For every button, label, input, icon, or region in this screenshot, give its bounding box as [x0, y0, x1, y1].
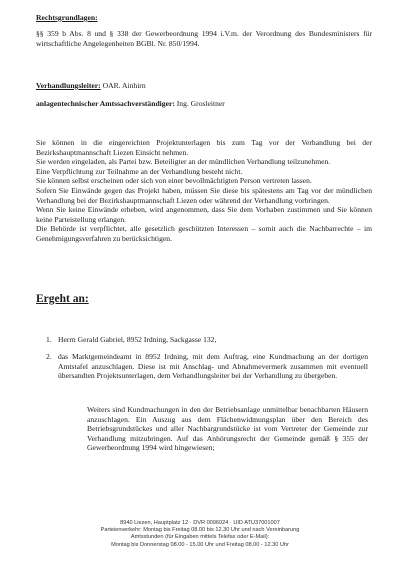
- technical-expert-label: anlagentechnischer Amtssachverständiger:: [36, 99, 175, 108]
- technical-expert-value: Ing. Grosleitner: [174, 99, 225, 108]
- notice-paragraph: Eine Verpflichtung zur Teilnahme an der Verhandlung besteht nicht.: [36, 166, 243, 176]
- notice-paragraph: Wenn Sie keine Einwände erheben, wird angenommen, dass Sie dem Vorhaben zustimmen und Sie können keine Parteistellung erlangen.: [36, 205, 372, 224]
- distribution-item: [46, 352, 368, 381]
- footer-office-hours: Parteienverkehr: Montag bis Freitag 08.00 bis 12.30 Uhr und nach Vereinbarung: [100, 527, 300, 534]
- item-text: das Marktgemeindeamt in 8952 Irdning, mit dem Auftrag, eine Kundmachung an der dortigen Amtstafel anzuschlagen. Diese ist mit Anschlag- und Abnahmevermerk zusammen mit eventuell übersandten Projektsunterlagen, dem Verhandlungsleiter bei der Verhandlung zu übergeben.: [58, 352, 368, 381]
- footer-address: 8940 Liezen, Hauptplatz 12 · DVR 0096024 · UID ATU37001007: [120, 520, 280, 526]
- notice-paragraph: Sie können in die eingereichten Projektunterlagen bis zum Tag vor der Verhandlung bei der Bezirkshauptmannschaft Liezen Einsicht nehmen.: [36, 138, 372, 157]
- item-number: 2.: [46, 352, 52, 361]
- hearing-lead: [36, 81, 372, 91]
- notice-paragraph: Die Behörde ist verpflichtet, alle gesetzlich geschützten Interessen – somit auch die Nachbarrechte – im Genehmigungsverfahren zu berücksichtigen.: [36, 224, 372, 243]
- hearing-lead-value: OAR. Ainhirn: [100, 81, 146, 90]
- notice-text: [36, 138, 372, 244]
- hearing-lead-label: Verhandlungsleiter:: [36, 81, 101, 90]
- footer-office-hours-times: Montag bis Donnerstag 08.00 - 15.00 Uhr und Freitag 08.00 - 12.30 Uhr: [111, 541, 289, 548]
- page-footer: [0, 520, 400, 549]
- notice-paragraph: Sie können selbst erscheinen oder sich von einer bevollmächtigten Person vertreten lassen.: [36, 176, 312, 186]
- legal-basis-section: [36, 13, 372, 23]
- item-text: Herrn Gerald Gabriel, 8952 Irdning, Sackgasse 132,: [58, 335, 217, 344]
- notice-paragraph: Sie werden eingeladen, als Partei bzw. Beteiligter an der mündlichen Verhandlung teilzunehmen.: [36, 157, 331, 167]
- distribution-item: [46, 335, 368, 345]
- item-number: 1.: [46, 335, 52, 344]
- notice-paragraph: Sofern Sie Einwände gegen das Projekt haben, müssen Sie diese bis spätestens am Tag vor der mündlichen Verhandlung bei der Bezirkshauptmannschaft Liezen oder während der Verhandlung vorbringen.: [36, 185, 372, 205]
- legal-basis-text: §§ 359 b Abs. 8 und § 338 der Gewerbeordnung 1994 i.V.m. der Verordnung des Bundesministers für wirtschaftliche Angelegenheiten BGBl. Nr. 850/1994.: [36, 29, 372, 48]
- footer-office-hours-label: Amtsstunden (für Eingaben mittels Telefax oder E-Mail):: [130, 534, 270, 541]
- distribution-item-detail: Weiters sind Kundmachungen in den der Betriebsanlage unmittelbar benachbarten Häusern anzuschlagen. Ein Auszug aus dem Flächenwidmungsplan über den Bereich des Betriebsgrundstückes und aller Nachbargrundstücke ist vom Vertreter der Gemeinde zur Verhandlung mitzubringen. Auf das Anhörungsrecht der Gemeinde gemäß § 355 der Gewerbeordnung 1994 wird hingewiesen;: [87, 405, 368, 453]
- legal-basis-heading: Rechtsgrundlagen:: [36, 13, 98, 22]
- distribution-heading: Ergeht an:: [36, 293, 89, 305]
- technical-expert: [36, 99, 372, 109]
